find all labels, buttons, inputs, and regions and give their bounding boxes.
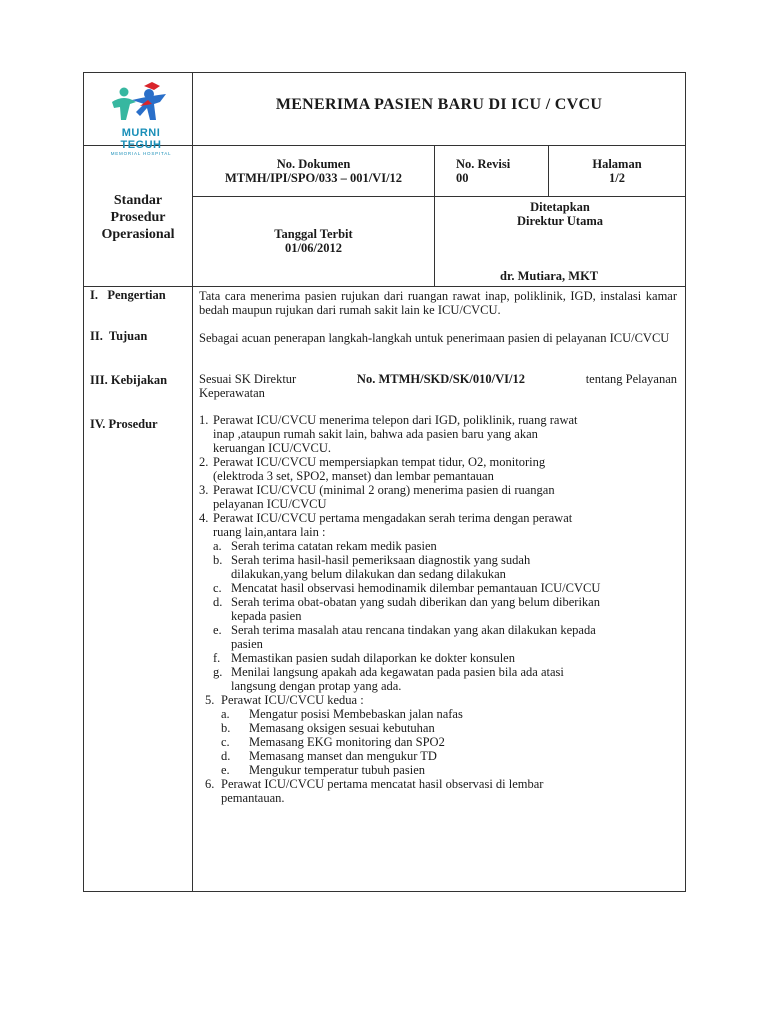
list-item: d. Serah terima obat-obatan yang sudah diberikan dan yang belum diberikan kepada pasien — [213, 595, 600, 623]
list-item: f. Memastikan pasien sudah dilaporkan ke dokter konsulen — [213, 651, 515, 665]
table-border-top — [83, 72, 686, 73]
approval-signatory: dr. Mutiara, MKT — [500, 269, 599, 283]
approval-label: Ditetapkan — [530, 200, 590, 214]
section-label-procedure: IV. Prosedur — [90, 417, 158, 431]
revision-label: No. Revisi — [456, 157, 511, 171]
list-item: 4. Perawat ICU/CVCU pertama mengadakan serah terima dengan perawat ruang lain,antara lain : — [199, 511, 573, 539]
section-label-definition: I. Pengertian — [90, 288, 166, 302]
doc-number-label: No. Dokumen — [276, 157, 351, 171]
section-label-policy: III. Kebijakan — [90, 373, 168, 387]
issue-date-label: Tanggal Terbit — [274, 227, 353, 241]
revision-value: 00 — [456, 171, 469, 185]
list-item: a. Mengatur posisi Membebaskan jalan nafas — [221, 707, 463, 721]
revision-cell — [456, 157, 548, 185]
page-label: Halaman — [592, 157, 642, 171]
procedure-list — [199, 413, 683, 805]
doc-number-cell — [193, 157, 434, 185]
list-item: e. Mengukur temperatur tubuh pasien — [221, 763, 425, 777]
approval-cell — [435, 200, 685, 228]
policy-text: Sesuai SK Direktur No. MTMH/SKD/SK/010/VI/12 tentang Pelayanan Keperawatan — [199, 372, 677, 400]
section-label-purpose: II. Tujuan — [90, 329, 148, 343]
list-item: c. Mencatat hasil observasi hemodinamik dilembar pemantauan ICU/CVCU — [213, 581, 601, 595]
list-item: c. Memasang EKG monitoring dan SPO2 — [221, 735, 445, 749]
list-item: 3. Perawat ICU/CVCU (minimal 2 orang) menerima pasien di ruangan pelayanan ICU/CVCU — [199, 483, 555, 511]
doc-number-value: MTMH/IPI/SPO/033 – 001/VI/12 — [224, 171, 403, 185]
table-border-doc — [192, 196, 686, 197]
table-border-bottom — [83, 891, 686, 892]
sop-label: Standar Prosedur Operasional — [101, 193, 175, 242]
list-item: d. Memasang manset dan mengukur TD — [221, 749, 437, 763]
list-item: g. Menilai langsung apakah ada kegawatan pada pasien bila ada atasi langsung dengan protap yang ada. — [213, 665, 564, 693]
page-value: 1/2 — [609, 171, 625, 185]
logo-name: MURNI TEGUH — [120, 127, 162, 151]
list-item: b. Memasang oksigen sesuai kebutuhan — [221, 721, 435, 735]
table-border-right — [685, 72, 686, 892]
purpose-text: Sebagai acuan penerapan langkah-langkah untuk penerimaan pasien di pelayanan ICU/CVCU — [199, 331, 670, 345]
hospital-logo — [100, 80, 182, 156]
policy-reference: No. MTMH/SKD/SK/010/VI/12 — [356, 372, 525, 386]
list-item: 6. Perawat ICU/CVCU pertama mencatat hasil observasi di lembar pemantauan. — [205, 777, 544, 805]
list-item: a. Serah terima catatan rekam medik pasien — [213, 539, 437, 553]
document-title: MENERIMA PASIEN BARU DI ICU / CVCU — [275, 96, 603, 113]
definition-text: Tata cara menerima pasien rujukan dari ruangan rawat inap, poliklinik, IGD, instalasi kamar bedah maupun rujukan dari rumah sakit lain ke ICU/CVCU. — [199, 289, 677, 317]
table-border-col1 — [192, 72, 193, 892]
approval-position: Direktur Utama — [517, 214, 603, 228]
page-cell — [549, 157, 685, 185]
logo-figures-icon — [100, 80, 182, 124]
list-item: 1. Perawat ICU/CVCU menerima telepon dari IGD, poliklinik, ruang rawat inap ,ataupun rumah sakit lain, bahwa ada pasien baru yang akan keruangan ICU/CVCU. — [199, 413, 578, 455]
list-item: 2. Perawat ICU/CVCU mempersiapkan tempat tidur, O2, monitoring (elektroda 3 set, SPO2, manset) dan lembar pemantauan — [199, 455, 546, 483]
list-item: b. Serah terima hasil-hasil pemeriksaan diagnostik yang sudah dilakukan,yang belum dilakukan dan sedang dilakukan — [213, 553, 531, 581]
logo-subtitle: MEMORIAL HOSPITAL — [110, 151, 172, 156]
issue-date-value: 01/06/2012 — [285, 241, 342, 255]
table-border-meta — [83, 286, 686, 287]
list-item: 5. Perawat ICU/CVCU kedua : — [205, 693, 364, 707]
list-item: e. Serah terima masalah atau rencana tindakan yang akan dilakukan kepada pasien — [213, 623, 596, 651]
issue-date-cell — [193, 227, 434, 255]
